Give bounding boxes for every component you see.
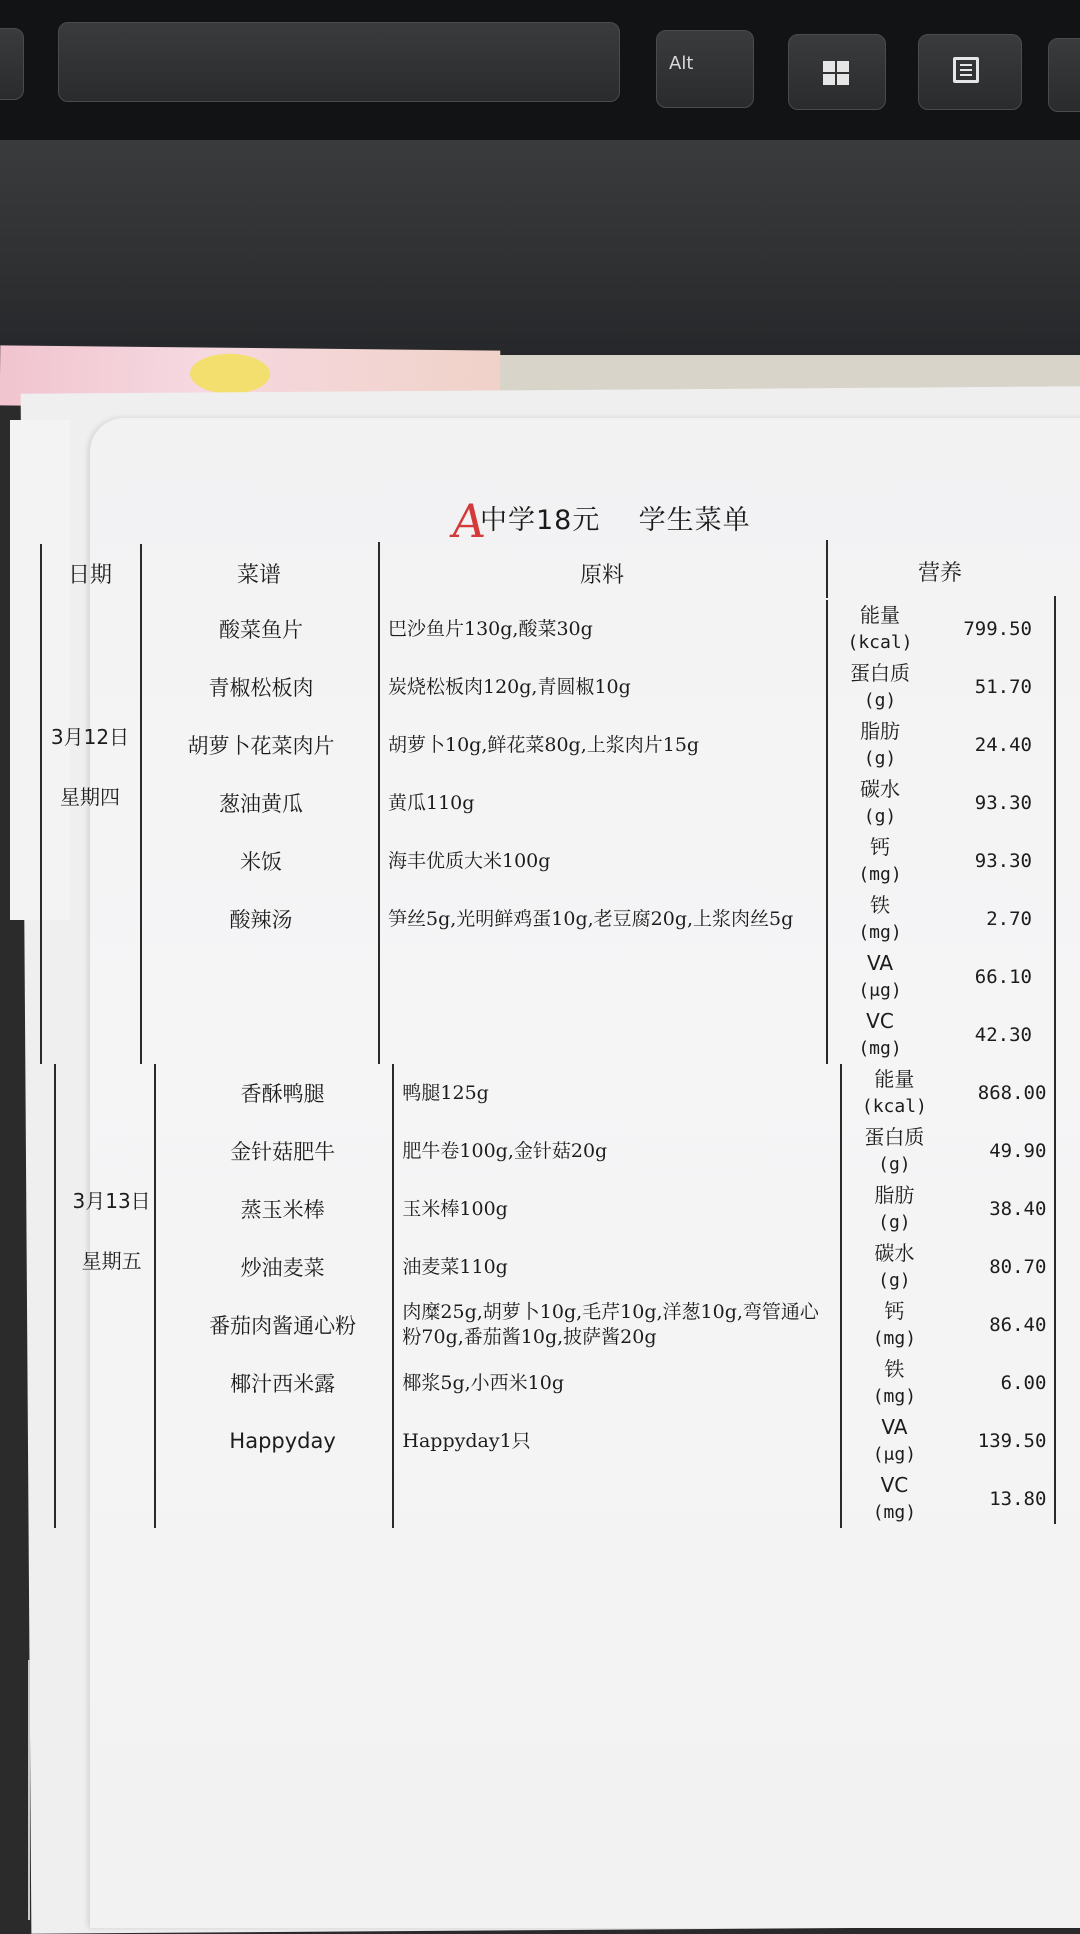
weekday-label: 星期五 [81, 1248, 142, 1273]
nutrient-label [830, 834, 930, 888]
dish-name: 香酥鸭腿 [240, 1082, 325, 1106]
handwritten-mark: A [448, 494, 490, 548]
nutrient-value: 86.40 [989, 1314, 1047, 1336]
nutrient-unit: (mg) [858, 1038, 902, 1059]
table-rule [826, 540, 828, 598]
nutrient-unit: (μg) [858, 980, 902, 1001]
nutrient-label [830, 660, 930, 714]
nutrient-label [844, 1240, 944, 1294]
nutrient-unit: (g) [878, 1154, 911, 1175]
nutrient-label [830, 1008, 930, 1062]
table-rule [140, 600, 142, 1064]
nutrient-unit: (mg) [872, 1386, 917, 1407]
nutrient-name: 蛋白质 [850, 661, 910, 685]
nutrient-value: 13.80 [989, 1488, 1047, 1510]
nutrient-value: 80.70 [989, 1256, 1047, 1278]
dish-name: 葱油黄瓜 [219, 792, 303, 816]
nutrient-value: 24.40 [974, 734, 1032, 756]
nutrient-unit: (kcal) [847, 632, 913, 653]
table-rule [378, 542, 380, 600]
dish-name: 酸菜鱼片 [219, 618, 303, 642]
nutrient-value: 49.90 [989, 1140, 1047, 1162]
nutrient-label [830, 718, 930, 772]
ingredient-text: 笋丝5g,光明鲜鸡蛋10g,老豆腐20g,上浆肉丝5g [388, 907, 794, 930]
ingredient-text: 炭烧松板肉120g,青圆椒10g [388, 675, 631, 698]
header-nutrition: 营养 [917, 560, 962, 586]
nutrient-value: 66.10 [974, 966, 1032, 988]
ingredient-text: 玉米棒100g [402, 1197, 508, 1220]
nutrient-label [830, 892, 930, 946]
nutrient-unit: (mg) [872, 1502, 917, 1523]
nutrient-label [830, 602, 930, 656]
ingredient-text [394, 1472, 822, 1526]
nutrient-label [830, 776, 930, 830]
table-rule [1054, 596, 1056, 1060]
table-rule [840, 1064, 842, 1528]
dish-name: 番茄肉酱通心粉 [209, 1314, 357, 1338]
menu-key [918, 34, 1022, 110]
nutrient-name: VA [866, 951, 894, 975]
nutrient-unit: (g) [863, 806, 897, 827]
ingredient-text: 黄瓜110g [388, 791, 475, 814]
keyboard-key [0, 28, 24, 100]
ingredient-text: 巴沙鱼片130g,酸菜30g [388, 617, 593, 640]
document-title: 中学18元 学生菜单 [480, 505, 751, 536]
table-rule [40, 544, 42, 602]
ingredient-text: Happyday1只 [402, 1429, 531, 1452]
nutrient-value: 139.50 [977, 1430, 1047, 1452]
header-dishes: 菜谱 [236, 562, 281, 588]
nutrient-unit: (g) [863, 690, 897, 711]
space-bar-key [58, 22, 620, 102]
nutrient-unit: (g) [863, 748, 897, 769]
nutrient-name: 能量 [860, 603, 900, 627]
dish-name: 胡萝卜花菜肉片 [187, 734, 335, 758]
nutrient-unit: (g) [878, 1270, 911, 1291]
table-rule [54, 1064, 56, 1528]
nutrient-name: VA [881, 1415, 908, 1439]
nutrient-unit: (mg) [858, 922, 902, 943]
wrist-rest [0, 140, 1080, 355]
nutrient-unit: (g) [878, 1212, 911, 1233]
header-ingredients: 原料 [579, 562, 624, 588]
nutrient-label [830, 950, 930, 1004]
nutrient-label [844, 1472, 944, 1526]
nutrient-name: 铁 [884, 1357, 905, 1381]
dish-name: Happyday [229, 1429, 336, 1453]
paper-edge [28, 1660, 30, 1920]
ingredient-text: 椰浆5g,小西米10g [402, 1371, 565, 1394]
nutrient-label [844, 1414, 944, 1468]
nutrient-name: 碳水 [874, 1241, 915, 1265]
nutrient-name: 碳水 [860, 777, 900, 801]
nutrient-value: 799.50 [963, 618, 1032, 640]
windows-logo-icon [823, 61, 849, 85]
ingredient-text: 胡萝卜10g,鲜花菜80g,上浆肉片15g [388, 733, 700, 756]
nutrient-value: 93.30 [974, 792, 1032, 814]
table-rule [154, 1064, 156, 1528]
nutrient-label [844, 1124, 944, 1178]
table-rule [1054, 1060, 1056, 1524]
dish-name: 金针菇肥牛 [230, 1140, 336, 1164]
nutrient-unit: (kcal) [861, 1096, 927, 1117]
dish-name: 米饭 [240, 850, 282, 874]
ingredient-text: 油麦菜110g [402, 1255, 508, 1278]
nutrient-label [844, 1356, 944, 1410]
nutrient-value: 42.30 [974, 1024, 1032, 1046]
ingredient-text [380, 950, 822, 1004]
nutrient-label [844, 1298, 944, 1352]
nutrient-value: 51.70 [974, 676, 1032, 698]
date-label: 3月13日 [72, 1188, 151, 1213]
flower-illustration [190, 353, 270, 394]
nutrient-name: 铁 [870, 893, 890, 917]
ingredient-text: 肉糜25g,胡萝卜10g,毛芹10g,洋葱10g,弯管通心粉70g,番茄酱10g,披萨酱20g [402, 1301, 819, 1348]
date-label: 3月12日 [50, 724, 130, 749]
table-rule [140, 544, 142, 602]
alt-key [656, 30, 754, 108]
dish-name: 青椒松板肉 [208, 676, 314, 700]
nutrient-name: 钙 [884, 1299, 905, 1323]
nutrient-name: VC [866, 1009, 894, 1033]
header-date: 日期 [67, 562, 112, 588]
nutrient-value: 868.00 [977, 1082, 1047, 1104]
nutrient-name: 钙 [870, 835, 890, 859]
dish-name: 椰汁西米露 [230, 1372, 336, 1396]
nutrient-value: 38.40 [989, 1198, 1047, 1220]
nutrient-name: 蛋白质 [864, 1125, 925, 1149]
nutrient-value: 2.70 [986, 908, 1032, 930]
alt-key-label: Alt [669, 53, 694, 74]
menu-key-icon [953, 57, 979, 83]
ingredient-text: 肥牛卷100g,金针菇20g [402, 1139, 608, 1162]
dish-name: 蒸玉米棒 [240, 1198, 325, 1222]
nutrient-unit: (mg) [858, 864, 902, 885]
nutrient-value: 6.00 [1000, 1372, 1047, 1394]
nutrient-label [844, 1066, 944, 1120]
table-rule [392, 1064, 394, 1528]
nutrient-name: 脂肪 [874, 1183, 915, 1207]
nutrient-name: 脂肪 [860, 719, 900, 743]
ingredient-text: 海丰优质大米100g [388, 849, 551, 872]
keyboard [0, 0, 1080, 160]
nutrient-label [844, 1182, 944, 1236]
nutrient-name: 能量 [874, 1067, 915, 1091]
windows-key [788, 34, 886, 110]
dish-name: 炒油麦菜 [240, 1256, 325, 1280]
dish-name: 酸辣汤 [229, 908, 293, 932]
nutrient-value: 93.30 [974, 850, 1032, 872]
weekday-label: 星期四 [60, 784, 120, 809]
nutrient-unit: (mg) [872, 1328, 917, 1349]
keyboard-key [1048, 38, 1080, 112]
nutrient-unit: (μg) [872, 1444, 917, 1465]
ingredient-text: 鸭腿125g [402, 1081, 489, 1104]
ingredient-text [380, 1008, 822, 1062]
table-rule [826, 600, 828, 1064]
table-rule [378, 600, 380, 1064]
nutrient-name: VC [880, 1473, 909, 1497]
table-rule [40, 600, 42, 1064]
